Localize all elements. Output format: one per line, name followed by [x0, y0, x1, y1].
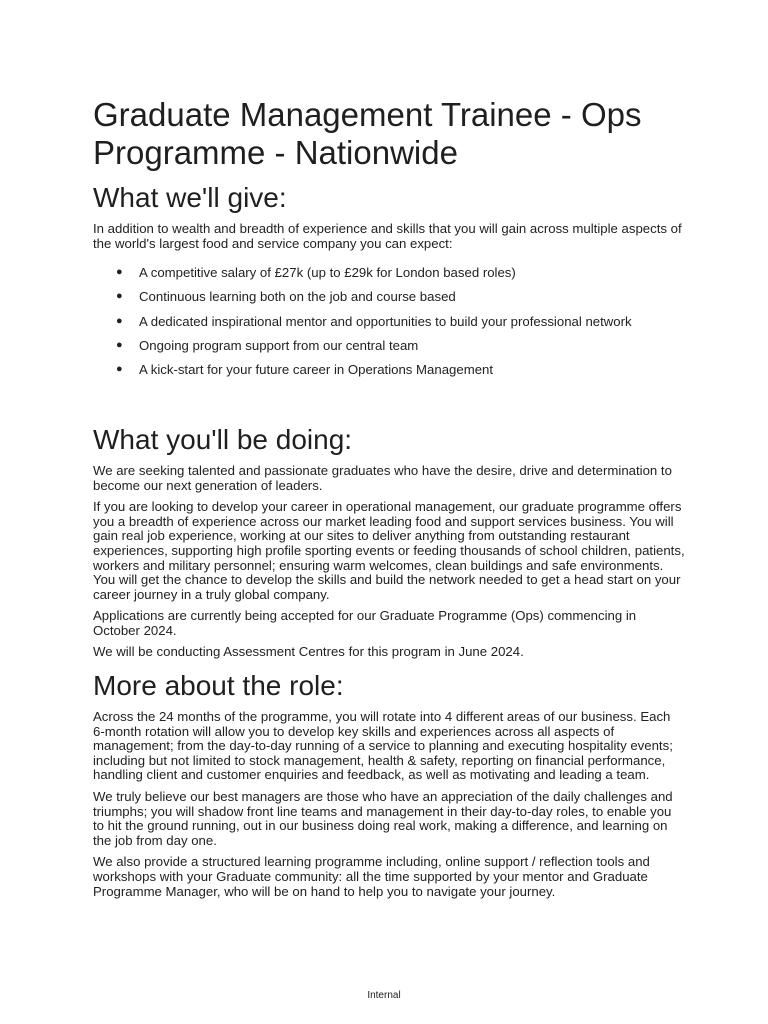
bullet-icon: ● [116, 266, 123, 279]
page-title: Graduate Management Trainee - Ops Programme - Nationwide [93, 96, 642, 171]
list-item: ● Continuous learning both on the job and course based [116, 289, 456, 305]
list-item: ● A dedicated inspirational mentor and opportunities to build your professional network [116, 313, 632, 329]
document-body [93, 96, 685, 906]
section-heading-give: What we'll give: [93, 182, 287, 213]
paragraph: Applications are currently being accepted for our Graduate Programme (Ops) commencing in October 2024. [93, 608, 637, 638]
section-more-about-role [93, 670, 685, 899]
paragraph: We also provide a structured learning programme including, online support / reflection tools and workshops with your Graduate community: all the time supported by your mentor and Graduate Programme Manager, who will be on hand to help you to navigate your journey. [93, 854, 650, 899]
bullet-icon: ● [116, 290, 123, 303]
section-what-we-give [93, 182, 685, 377]
paragraph: We are seeking talented and passionate graduates who have the desire, drive and determination to become our next generation of leaders. [93, 462, 672, 493]
classification-footer: Internal [367, 990, 401, 1001]
bullet-icon: ● [116, 314, 123, 327]
benefits-list [93, 265, 685, 377]
section-heading-more: More about the role: [93, 670, 344, 702]
paragraph: If you are looking to develop your career in operational management, our graduate programme offers you a breadth of experience across our market leading food and support services business. You will gain real job experience, working at our sites to deliver anything from outstanding restaurant experiences, supporting high profile sporting events or feeding thousands of school children, patients, workers and military personnel; ensuring warm welcomes, clean buildings and safe environments. You will get the chance to develop the skills and build the network needed to get a head start on your career journey in a truly global company. [93, 499, 685, 602]
section-heading-doing: What you'll be doing: [93, 423, 353, 455]
list-item: ● A competitive salary of £27k (up to £29k for London based roles) [116, 265, 516, 281]
list-item: ● A kick-start for your future career in Operations Management [116, 361, 494, 377]
section-what-youll-be-doing [93, 424, 685, 660]
give-intro: In addition to wealth and breadth of experience and skills that you will gain across multiple aspects of the world's largest food and service company you can expect: [93, 221, 682, 251]
list-item: ● Ongoing program support from our central team [116, 337, 419, 353]
paragraph: We truly believe our best managers are those who have an appreciation of the daily challenges and triumphs; you will shadow front line teams and management in their day-to-day roles, to enable you to hit the ground running, out in our business doing real work, making a difference, and learning on the job from day one. [93, 789, 673, 848]
bullet-icon: ● [116, 338, 123, 351]
paragraph: We will be conducting Assessment Centres for this program in June 2024. [93, 644, 524, 660]
bullet-icon: ● [116, 362, 123, 375]
paragraph: Across the 24 months of the programme, you will rotate into 4 different areas of our business. Each 6-month rotation will allow you to develop key skills and experiences across all aspects of management; from the day-to-day running of a service to planning and executing hospitality events; including but not limited to stock management, health & safety, reporting on financial performance, handling client and customer enquiries and feedback, as well as motivating and leading a team. [93, 709, 673, 783]
